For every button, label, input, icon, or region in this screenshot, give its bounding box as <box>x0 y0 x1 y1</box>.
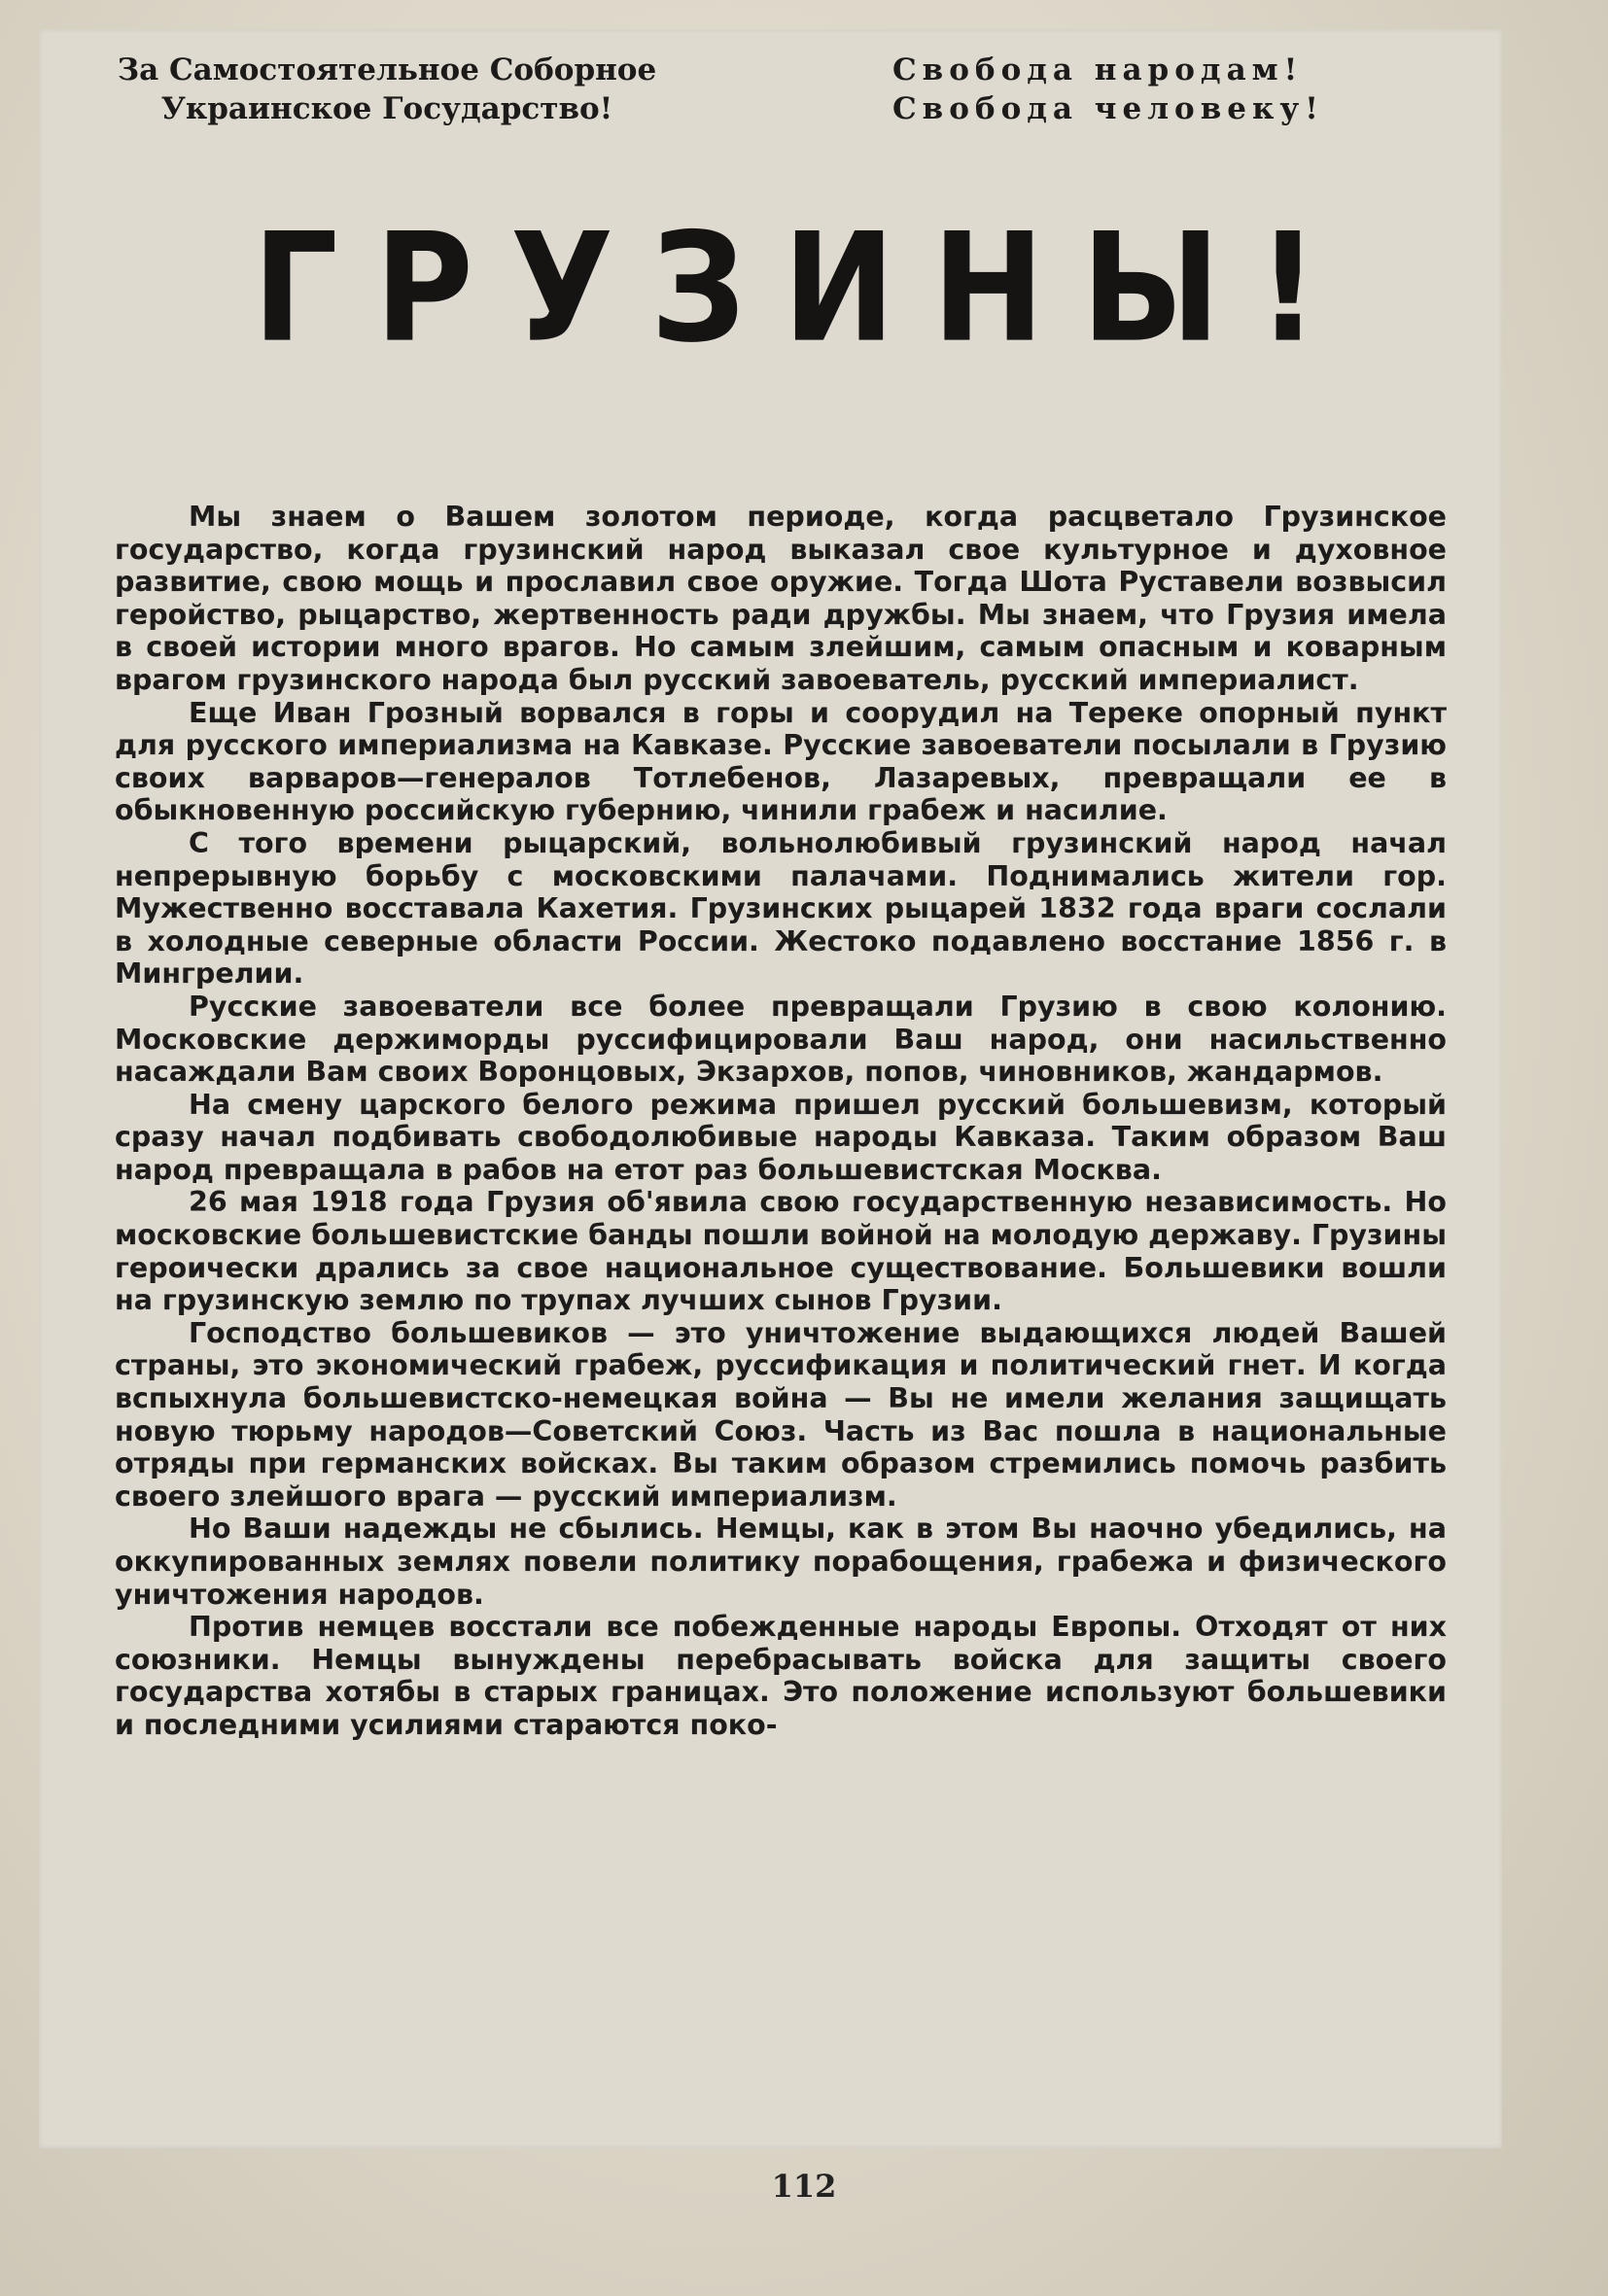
paragraph: С того времени рыцарский, вольнолюбивый грузинский народ начал непрерывную борьбу с московскими палачами. Поднимались жители гор. Мужественно восставала Кахетия. Грузинских рыцарей 1832 года враги сослали в холодные северные области России. Жестоко подавлено восстание 1856 г. в Мингрелии. <box>115 826 1447 991</box>
left-slogan <box>86 51 688 128</box>
left-slogan-line-2: Украинское Государство! <box>160 91 613 126</box>
right-slogan <box>892 51 1476 128</box>
paragraph: На смену царского белого режима пришел русский большевизм, который сразу начал подбивать свободолюбивые народы Кавказа. Таким образом Ваш народ превращала в рабов на етот раз большевистская Москва. <box>115 1088 1447 1186</box>
paragraph: Еще Иван Грозный ворвался в горы и соорудил на Тереке опорный пункт для русского империализма на Кавказе. Русские завоеватели посылали в Грузию своих варваров—генералов Тотлебенов, Лазаревых, превращали ее в обыкновенную российскую губернию, чинили грабеж и насилие. <box>115 696 1447 827</box>
paragraph: Но Ваши надежды не сбылись. Немцы, как в этом Вы наочно убедились, на оккупированных землях повели политику порабощения, грабежа и физического уничтожения народов. <box>115 1513 1447 1611</box>
right-slogan-line-2: Свобода человеку! <box>892 91 1324 126</box>
body-text <box>115 501 1447 1742</box>
paragraph: Против немцев восстали все побежденные народы Европы. Отходят от них союзники. Немцы вынуждены перебрасывать войска для защиты своего государства хотябы в старых границах. Это положение используют большевики и последними усилиями стараются поко- <box>115 1611 1447 1741</box>
paragraph: Господство большевиков — это уничтожение выдающихся людей Вашей страны, это экономический грабеж, руссификация и политический гнет. И когда вспыхнула большевистско-немецкая война — Вы не имели желания защищать новую тюрьму народов—Советский Союз. Часть из Вас пошла в национальные отряды при германских войсках. Вы таким образом стремились помочь разбить своего злейшого врага — русский империализм. <box>115 1316 1447 1513</box>
page-number: 112 <box>771 2168 837 2205</box>
right-slogan-line-1: Свобода народам! <box>892 52 1304 87</box>
left-slogan-line-1: За Самостоятельное Соборное <box>117 52 657 87</box>
paragraph: Русские завоеватели все более превращали Грузию в свою колонию. Московские держиморды руссифицировали Ваш народ, они насильственно насаждали Вам своих Воронцовых, Экзархов, попов, чиновников, жандармов. <box>115 990 1447 1089</box>
headline: ГРУЗИНЫ! <box>252 200 1356 376</box>
paragraph: 26 мая 1918 года Грузия об'явила свою государственную независимость. Но московские большевистские банды пошли войной на молодую державу. Грузины героически дрались за свое национальное существование. Большевики вошли на грузинскую землю по трупах лучших сынов Грузии. <box>115 1186 1447 1317</box>
paragraph: Мы знаем о Вашем золотом периоде, когда расцветало Грузинское государство, когда грузинский народ выказал свое культурное и духовное развитие, свою мощь и прославил свое оружие. Тогда Шота Руставели возвысил геройство, рыцарство, жертвенность ради дружбы. Мы знаем, что Грузия имела в своей истории много врагов. Но самым злейшим, самым опасным и коварным врагом грузинского народа был русский завоеватель, русский империалист. <box>115 501 1447 696</box>
